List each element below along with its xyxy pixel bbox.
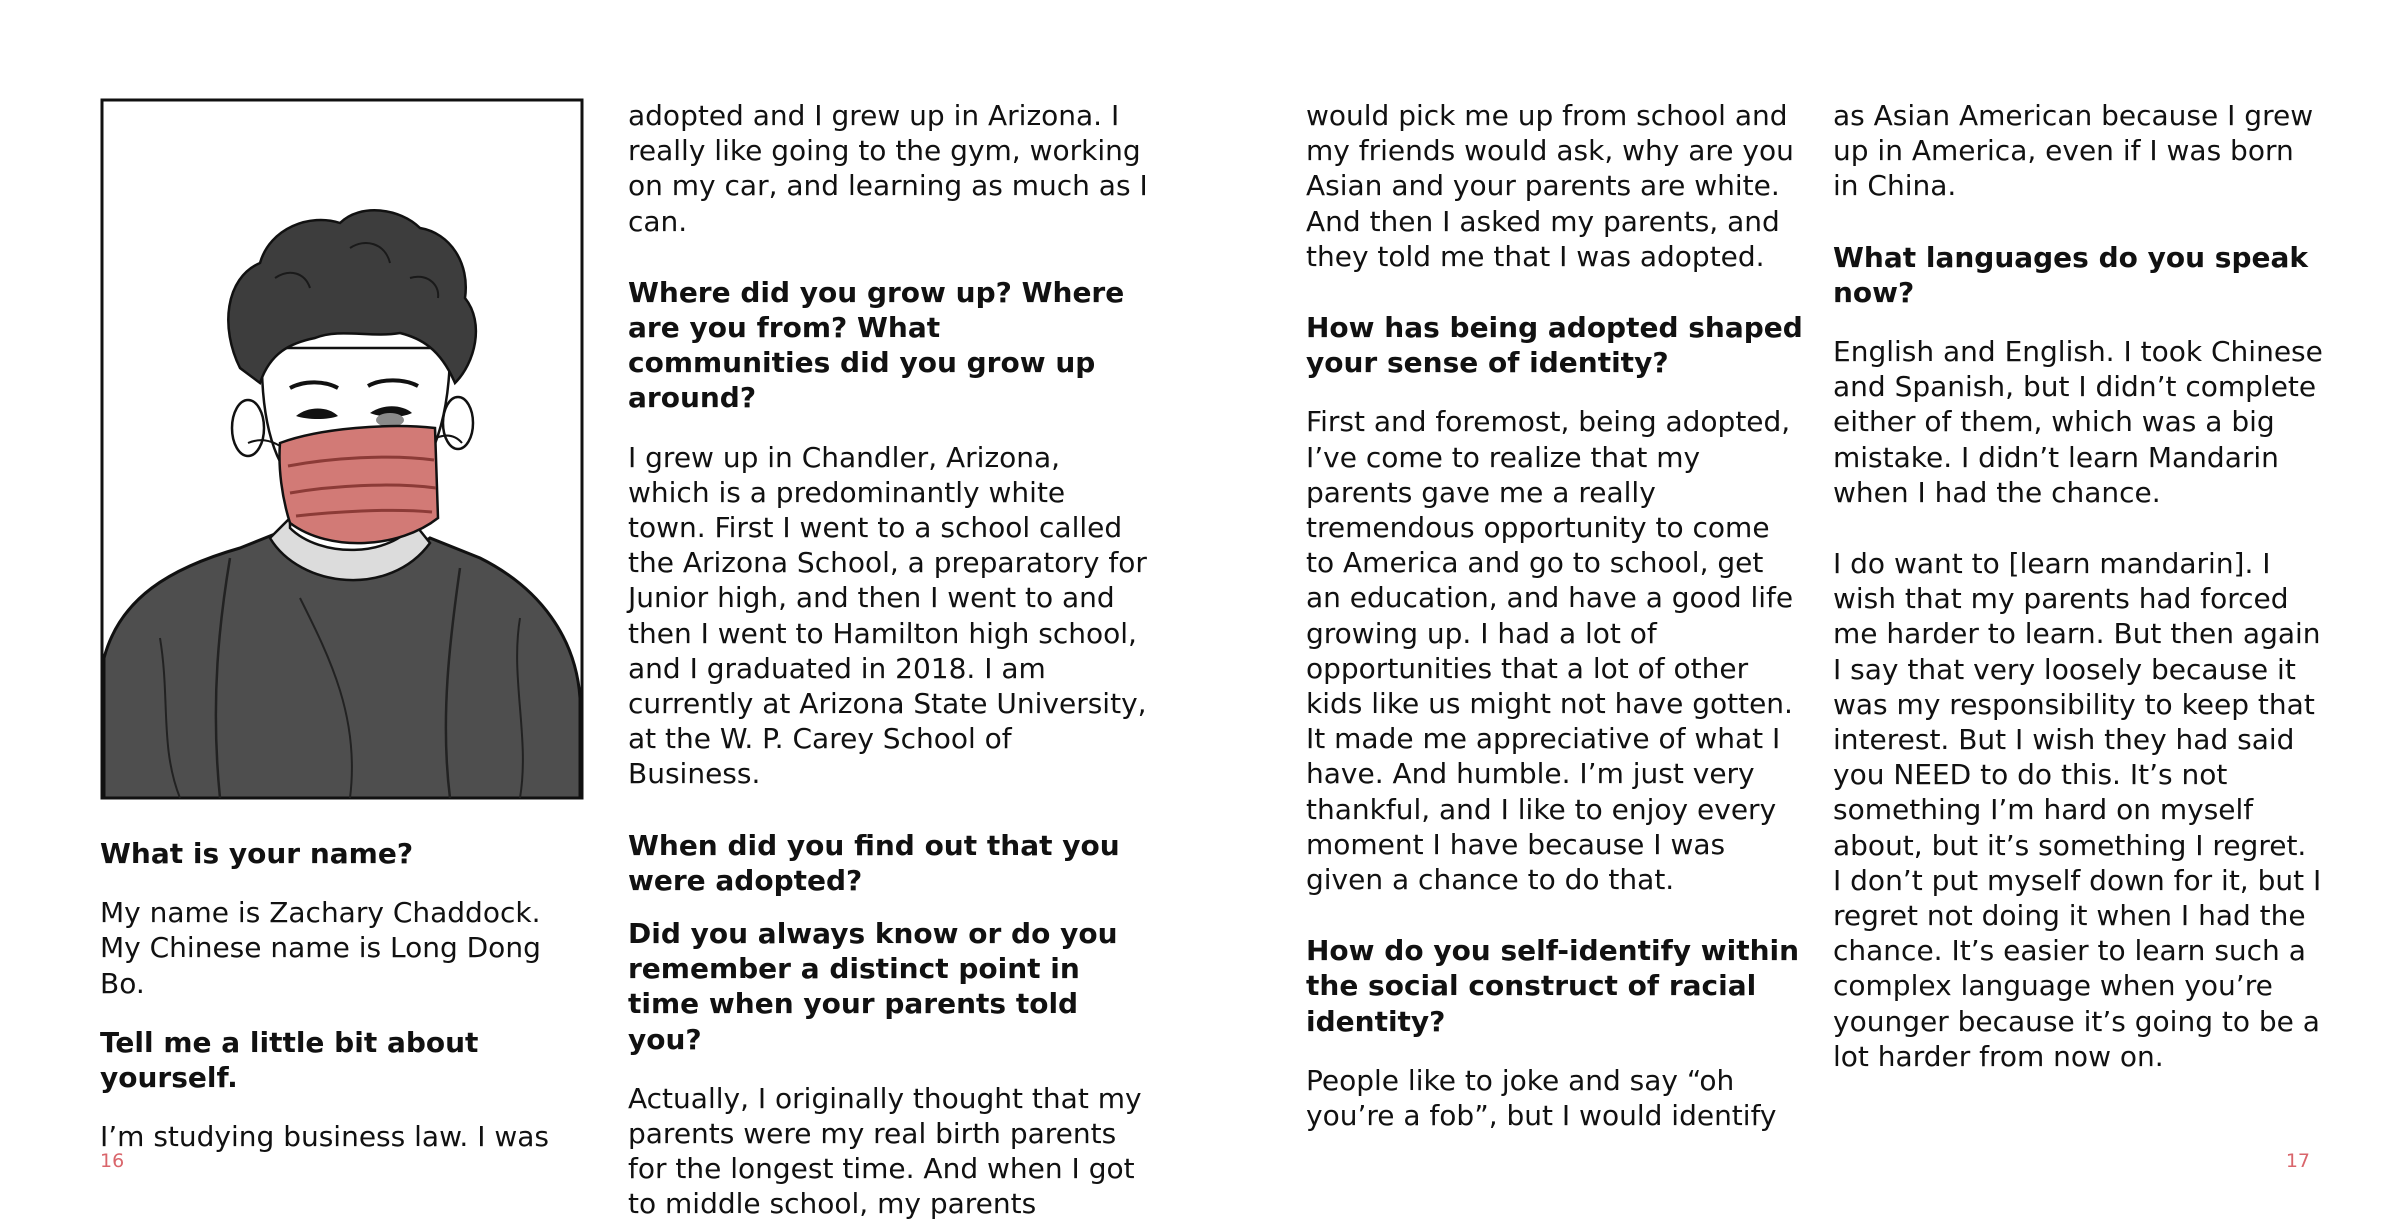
column-2 (628, 98, 1148, 1222)
question-identity: How has being adopted shaped your sense of identity? (1306, 311, 1803, 380)
answer-self-identify-cont: as Asian American because I grew up in America, even if I was born in China. (1833, 99, 2314, 203)
question-find-out: When did you find out that you were adopted? (628, 828, 1120, 897)
page-number-right: 17 (2285, 1150, 2310, 1172)
question-self-identify: How do you self-identify within the social construct of racial identity? (1306, 934, 1800, 1038)
question-languages: What languages do you speak now? (1833, 240, 2309, 309)
answer-identity: First and foremost, being adopted, I’ve come to realize that my parents gave me a really tremendous opportunity to come to America and go to school, get an education, and have a good life growing up. I had a lot of opportunities that a lot of other kids like us might not have gotten. It made me appreciative of what I have. And humble. I’m just very thankful, and I like to enjoy every moment I have because I was given a chance to do that. (1306, 405, 1794, 897)
answer-name: My name is Zachary Chaddock. My Chinese name is Long Dong Bo. (100, 896, 541, 1000)
question-name: What is your name? (100, 837, 414, 870)
column-1 (100, 836, 570, 1154)
answer-languages: English and English. I took Chinese and Spanish, but I didn’t complete either of them, which was a big mistake. I didn’t learn Mandarin when I had the chance. (1833, 335, 2323, 509)
page-number-left: 16 (100, 1150, 125, 1172)
column-3 (1306, 98, 1806, 1133)
column-4 (1833, 98, 2323, 1074)
answer-learn-mandarin: I do want to [learn mandarin]. I wish that my parents had forced me harder to learn. But then again I say that very loosely because it was my responsibility to keep that interest. But I wish they had said you NEED to do this. It’s not something I’m hard on myself about, but it’s something I regret. I don’t put myself down for it, but I regret not doing it when I had the chance. It’s easier to learn such a complex language when you’re younger because it’s going to be a lot harder from now on. (1833, 547, 2322, 1073)
answer-about-cont: adopted and I grew up in Arizona. I really like going to the gym, working on my car, and learning as much as I can. (628, 99, 1148, 238)
question-always-know: Did you always know or do you remember a distinct point in time when your parents told you? (628, 917, 1118, 1056)
portrait-illustration (100, 98, 584, 800)
answer-always-know-start: Actually, I originally thought that my parents were my real birth parents for the longest time. And when I got to middle school, my parents (628, 1081, 1142, 1221)
answer-about-start: I’m studying business law. I was (100, 1120, 549, 1154)
answer-always-know-cont: would pick me up from school and my friends would ask, why are you Asian and your parents are white. And then I asked my parents, and they told me that I was adopted. (1306, 99, 1794, 273)
answer-grow-up: I grew up in Chandler, Arizona, which is a predominantly white town. First I went to a school called the Arizona School, a preparatory for Junior high, and then I went to and then I went to Hamilton high school, and I graduated in 2018. I am currently at Arizona State University, at the W. P. Carey School of Business. (628, 440, 1147, 791)
question-about: Tell me a little bit about yourself. (100, 1025, 479, 1095)
question-grow-up: Where did you grow up? Where are you from? What communities did you grow up around? (628, 275, 1125, 415)
answer-self-identify-start: People like to joke and say “oh you’re a fob”, but I would identify (1306, 1063, 1777, 1133)
